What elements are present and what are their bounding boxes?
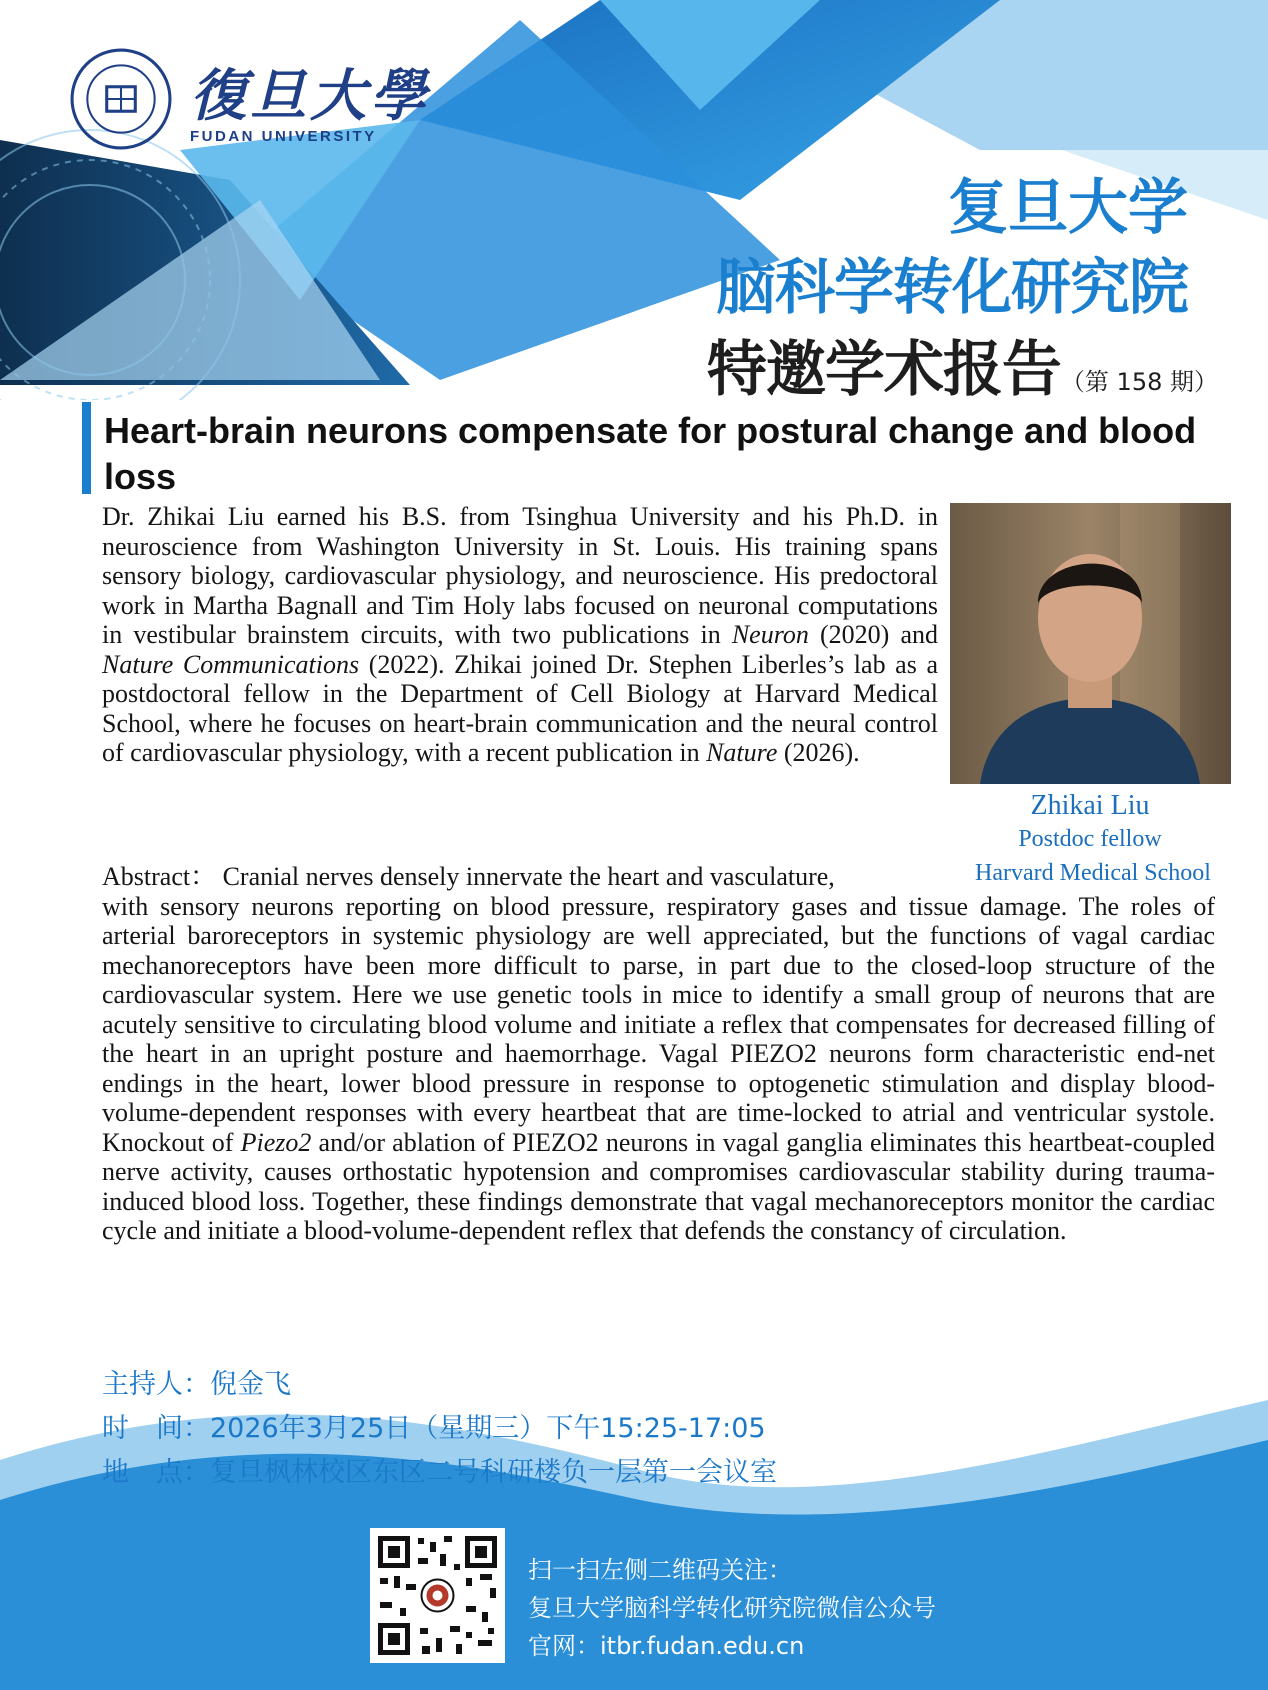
footer-scan-hint: 扫一扫左侧二维码关注：: [528, 1556, 792, 1584]
abstract-text-1: with sensory neurons reporting on blood pressure, respiratory gases and tissue damage. The roles of arterial baroreceptors in systemic physiology are well appreciated, but the functions of vagal cardiac mechanoreceptors have been more difficult to parse, in part due to the closed-loop structure of the cardiovascular system. Here we use genetic tools in mice to identify a small group of neurons that are acutely sensitive to circulating blood volume and initiate a reflex that compensates for decreased filling of the heart in an upright posture and haemorrhage. Vagal PIEZO2 neurons form characteristic end-net endings in the heart, lower blood pressure in response to optogenetic stimulation and display blood-volume-dependent responses with every heartbeat that are time-locked to atrial and ventricular systole. Knockout of: [102, 891, 1215, 1157]
talk-title: Heart-brain neurons compensate for postural change and blood loss: [104, 410, 1197, 497]
event-host: 主持人：倪金飞: [102, 1369, 291, 1400]
speaker-affiliation: Harvard Medical School: [975, 860, 1211, 886]
abstract-text-2: and/or ablation of PIEZO2 neurons in vagal ganglia eliminates this heartbeat-coupled nerve activity, causes orthostatic hypotension and compromises cardiovascular stability during trauma-induced blood loss. Together, these findings demonstrate that vagal mechanoreceptors monitor the cardiac cycle and initiate a blood-volume-dependent reflex that defends the constancy of circulation.: [102, 1127, 1215, 1245]
event-time: 时 间：2026年3月25日（星期三）下午15:25-17:05: [102, 1413, 766, 1444]
speaker-name: Zhikai Liu: [1030, 790, 1150, 821]
qr-code-icon[interactable]: [370, 1528, 505, 1663]
footer-wechat: 复旦大学脑科学转化研究院微信公众号: [528, 1594, 936, 1622]
heading-institute: 脑科学转化研究院: [716, 253, 1188, 323]
event-place: 地 点：复旦枫林校区东区二号科研楼负一层第一会议室: [102, 1457, 777, 1488]
bio-journal-nature: Nature: [706, 738, 778, 767]
heading-series-label: 特邀学术报告: [706, 335, 1061, 405]
heading-series: [707, 322, 1218, 408]
bio-journal-neuron: Neuron: [731, 620, 809, 649]
speaker-position: Postdoc fellow: [1018, 826, 1162, 852]
abstract: [102, 862, 1215, 1246]
speaker-photo: [950, 503, 1231, 784]
title-accent-bar: [82, 402, 91, 494]
abstract-text-0: Cranial nerves densely innervate the heart and vasculature,: [222, 862, 835, 891]
bio-text-4: (2026).: [777, 738, 860, 767]
bio-text-1: Dr. Zhikai Liu earned his B.S. from Tsinghua University and his Ph.D. in neuroscience from Washington University in St. Louis. His training spans sensory biology, cardiovascular physiology, and neuroscience. His predoctoral work in Martha Bagnall and Tim Holy labs focused on neuronal computations in vestibular brainstem circuits, with two publications in: [102, 502, 938, 649]
abstract-gene: Piezo2: [240, 1127, 312, 1157]
speaker-bio: [102, 502, 938, 768]
fudan-seal-icon: [70, 48, 172, 150]
bio-journal-nature-comms: Nature Communications: [102, 649, 360, 679]
footer-website[interactable]: 官网：itbr.fudan.edu.cn: [528, 1632, 805, 1660]
issue-number: （第 158 期）: [1060, 368, 1218, 396]
logo-name-cn: 復旦大學: [190, 63, 430, 129]
bio-text-2: (2020) and: [808, 620, 938, 649]
abstract-first-line: [102, 862, 942, 892]
heading-university: 复旦大学: [948, 173, 1188, 243]
abstract-label: Abstract：: [102, 862, 217, 891]
logo-name-en: FUDAN UNIVERSITY: [190, 128, 377, 145]
bio-text-3: (2022). Zhikai joined Dr. Stephen Liberles’s lab as a postdoctoral fellow in the Department of Cell Biology at Harvard Medical School, where he focuses on heart-brain communication and the neural control of cardiovascular physiology, with a recent publication in: [102, 649, 938, 767]
